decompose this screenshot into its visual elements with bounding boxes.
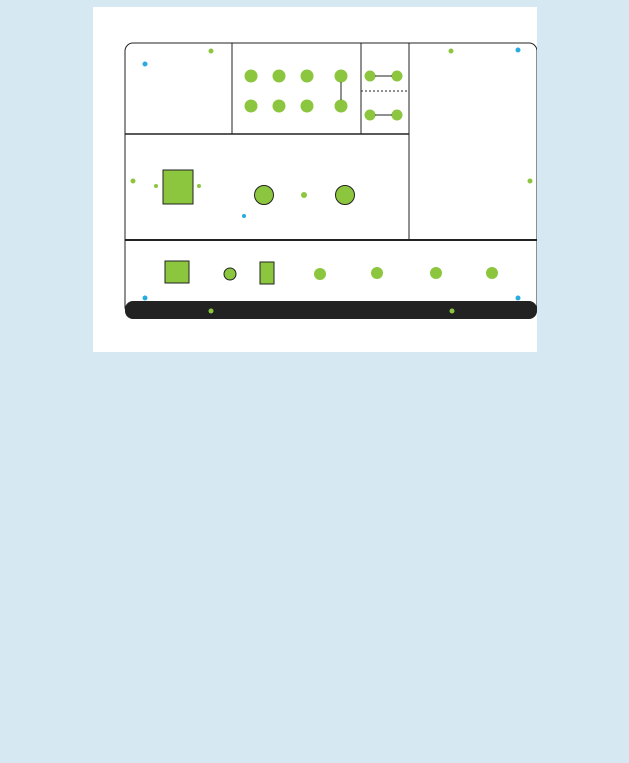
- manual-indicator-light: [301, 192, 307, 198]
- power-input-socket[interactable]: [163, 170, 193, 204]
- indicator-dot: [209, 49, 214, 54]
- manual-trip-button[interactable]: [255, 186, 274, 205]
- power-switch[interactable]: [165, 261, 189, 283]
- failure-button[interactable]: [224, 268, 236, 280]
- close-time-knob[interactable]: [371, 267, 383, 279]
- trip-resistance-knob[interactable]: [430, 267, 442, 279]
- panel-base-bar: [125, 301, 537, 319]
- manual-close-button[interactable]: [336, 186, 355, 205]
- phase-select-switch[interactable]: [260, 262, 274, 284]
- trip-time-knob[interactable]: [314, 268, 326, 280]
- indicator-dot: [143, 62, 148, 67]
- front-panel-diagram: [93, 7, 537, 352]
- close-resistance-knob[interactable]: [486, 267, 498, 279]
